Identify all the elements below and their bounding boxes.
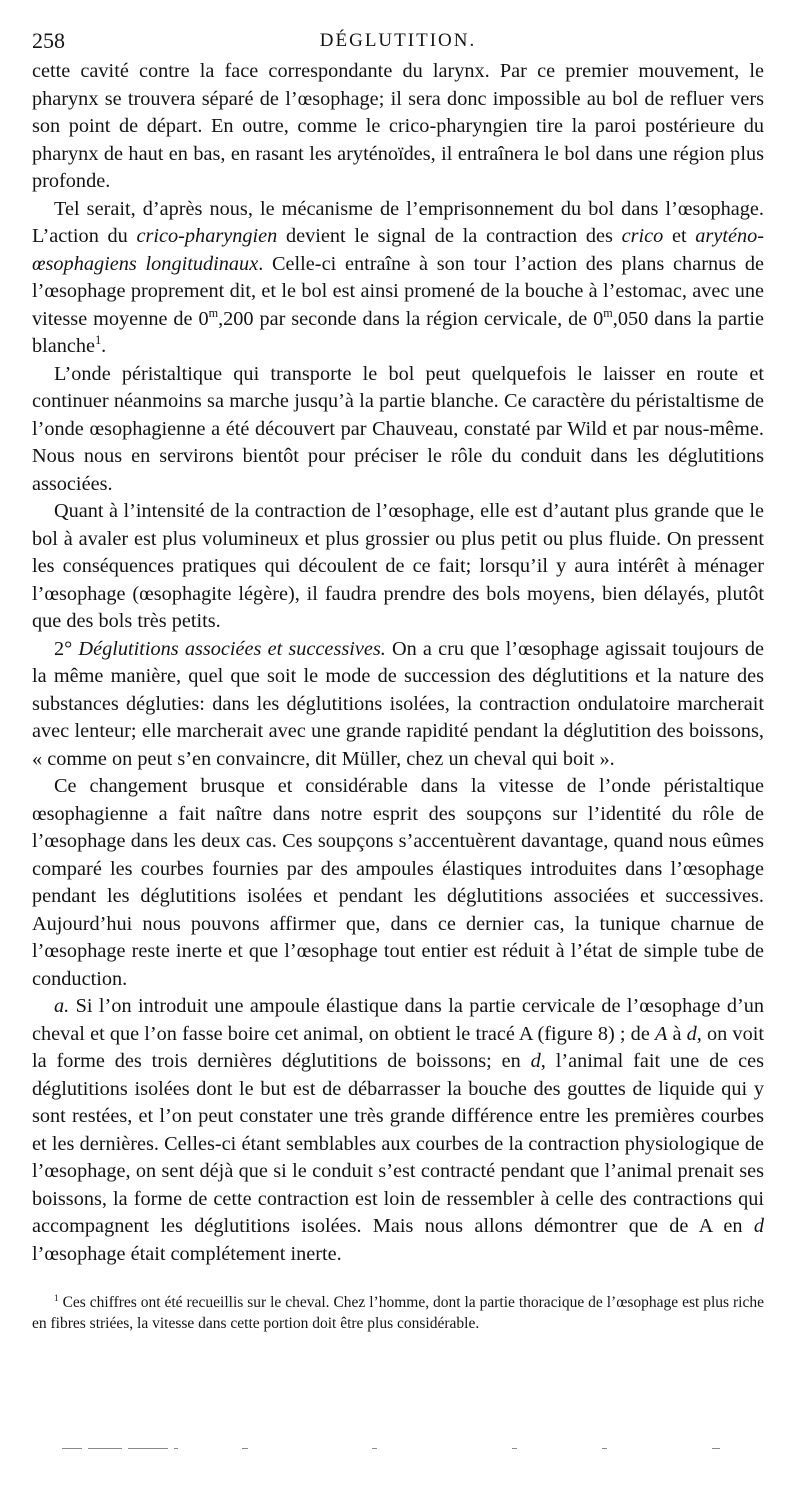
running-title: DÉGLUTITION. — [319, 30, 477, 51]
term-crico: crico — [621, 225, 664, 247]
paragraph-2: Tel serait, d’après nous, le mécanisme de l’emprisonnement du bol dans l’œsophage. L’action du crico-pharyngien devient le signal de la contraction des crico et aryténo-œsophagiens longitudinaux. Celle-ci entraîne à son tour l’action des plans charnus de l’œsophage proprement dit, et le bol est ainsi promené de la bouche à l’estomac, avec une vitesse moyenne de 0$^m$,200 par seconde dans la région cervicale, de 0$^m$,050 dans la partie blanche$^1$. — [32, 197, 765, 357]
paragraph-1: cette cavité contre la face correspondante du larynx. Par ce premier mouvement, le pharynx se trouvera séparé de l’œsophage; il sera donc impossible au bol de refluer vers son point de départ. En outre, comme le crico-pharyngien tire la paroi postérieure du pharynx de haut en bas, en rasant les aryténoïdes, il entraînera le bol dans une région plus profonde. — [32, 60, 764, 192]
term-crico-pharyngien: crico-pharyngien — [136, 225, 278, 247]
page-number: 258 — [32, 28, 65, 53]
section-number: 2° — [54, 637, 73, 660]
scan-artifact-line — [62, 1448, 722, 1450]
term-aryteno-oesophagiens: aryténo-œsophagiens longitudinaux — [32, 225, 764, 275]
page — [32, 26, 764, 1334]
page-header — [32, 26, 764, 58]
footnote-mark: 1 — [54, 1293, 59, 1304]
footnote — [32, 1292, 764, 1334]
item-letter: a. — [54, 995, 70, 1017]
paragraph-4: Quant à l’intensité de la contraction de l’œsophage, elle est d’autant plus grande que le bol à avaler est plus volumineux et plus grossier ou plus petit ou plus fluide. On pressent les conséquences pratiques qui découlent de ce fait; lorsqu’il y aura intérêt à ménager l’œsophage (œsophagite légère), il faudra prendre des bols moyens, bien délayés, plutôt que des bols très petits. — [32, 500, 764, 632]
section-title: Déglutitions associées et successives. — [78, 637, 386, 660]
body-text — [32, 58, 764, 1268]
paragraph-7: a. Si l’on introduit une ampoule élastique dans la partie cervicale de l’œsophage d’un cheval et que l’on fasse boire cet animal, on obtient le tracé A (figure 8) ; de A à d, on voit la forme des trois dernières déglutitions de boissons; en d, l’animal fait une de ces déglutitions isolées dont le but est de débarrasser la bouche des gouttes de liquide qui y sont restées, et l’on peut constater une très grande différence entre les premières courbes et les dernières. Celles-ci étant semblables aux courbes de la contraction physiologique de l’œsophage, on sent déjà que si le conduit s’est contracté pendant que l’animal prenait ses boissons, la forme de cette contraction est loin de ressembler à celle des contractions qui accompagnent les déglutitions isolées. Mais nous allons démontrer que de A en d l’œsophage était complétement inerte. — [32, 995, 764, 1265]
footnote-reference: 1 — [95, 333, 102, 348]
paragraph-5: 2° Déglutitions associées et successives. On a cru que l’œsophage agissait toujours de la même manière, quel que soit le mode de succession des déglutitions et la nature des substances dégluties: dans les déglutitions isolées, la contraction ondulatoire marcherait avec lenteur; elle marcherait avec une grande rapidité pendant la déglutition des boissons, « comme on peut s’en convaincre, dit Müller, chez un cheval qui boit ». — [32, 637, 764, 770]
paragraph-3: L’onde péristaltique qui transporte le bol peut quelquefois le laisser en route et continuer néanmoins sa marche jusqu’à la partie blanche. Ce caractère du péristaltisme de l’onde œsophagienne a été découvert par Chauveau, constaté par Wild et par nous-même. Nous nous en servirons bientôt pour préciser le rôle du conduit dans les déglutitions associées. — [32, 362, 764, 495]
paragraph-6: Ce changement brusque et considérable dans la vitesse de l’onde péristaltique œsophagienne a fait naître dans notre esprit des soupçons sur l’identité du rôle de l’œsophage dans les deux cas. Ces soupçons s’accentuèrent davantage, quand nous eûmes comparé les courbes fournies par des ampoules élastiques introduites dans l’œsophage pendant les déglutitions isolées et pendant les déglutitions associées et successives. Aujourd’hui nous pouvons affirmer que, dans ce dernier cas, la tunique charnue de l’œsophage reste inerte et que l’œsophage tout entier est réduit à l’état de simple tube de conduction. — [32, 775, 764, 990]
footnote-text: Ces chiffres ont été recueillis sur le cheval. Chez l’homme, dont la partie thoracique de l’œsophage est plus riche en fibres striées, la vitesse dans cette portion doit être plus considérable. — [32, 1294, 764, 1332]
